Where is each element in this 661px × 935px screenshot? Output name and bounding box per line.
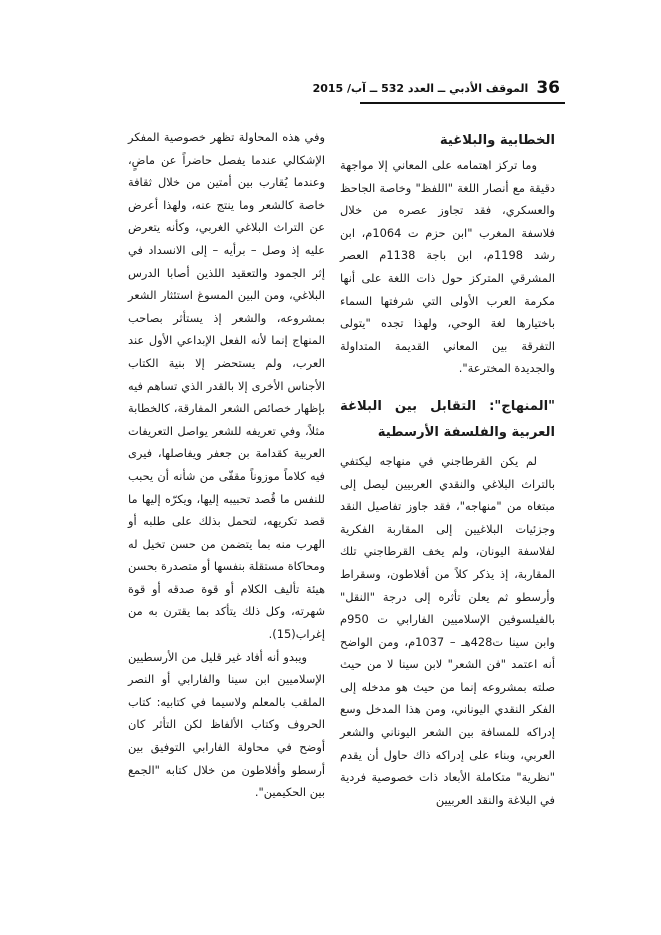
page-header: [312, 76, 560, 100]
right-column: [340, 128, 555, 811]
paragraph-continuation: وفي هذه المحاولة تظهر خصوصية المفكر الإشكالي عندما يفصل حاضراً عن ماضٍ، وعندما يُقارب بين أمتين من خلال ثقافة خاصة كالشعر وما ينتج عنه، ولهذا أعرض عن التراث البلاغي الغربي، وكأنه يتعرض عليه إذ وصل – برأيه – إلى الانسداد في إثر الجمود والتعقيد اللذين أصابا الدرس البلاغي، ومن البين المسوغ استئثار الشعر بمشروعه، والشعر إذ يستأثر بصاحب المنهاج إنما لأنه الفعل الإبداعي الأول عند العرب، ولم يستحضر إلا بنية الكتاب الأجناس الأخرى إلا بالقدر الذي تساهم فيه بإظهار خصائص الشعر المفارقة، كالخطابة مثلاً، وفي تعريفه للشعر يواصل التعريفات العربية كقدامة بن جعفر ويفاصلها، فيرى فيه كلاماً موزوناً مقفّى من شأنه أن يحبب للنفس ما قُصد تحبيبه إليها، ويكرّه إليها ما قصد تكريهه، لتحمل بذلك على طلبه أو الهرب منه بما يتضمن من حسن تخيل له ومحاكاة مستقلة بنفسها أو متصدرة بحسن هيئة تأليف الكلام أو قوة صدقه أو قوة شهرته، وكل ذلك يتأكد بما يقترن به من إغراب(15).: [128, 130, 325, 642]
left-column: [128, 126, 325, 804]
page-number: 36: [536, 78, 560, 98]
header-rule: [360, 102, 565, 104]
running-head: الموقف الأدبي ــ العدد 532 ــ آب/ 2015: [312, 81, 529, 95]
paragraph-minhaj: لم يكن القرطاجني في منهاجه ليكتفي بالتراث البلاغي والنقدي العربيين ليصل إلى مبتغاه من "منهاجه"، فقد جاوز تفاصيل النقد وجزئيات البلاغيين إلى المقاربة الفكرية لفلاسفة اليونان، ولم يخف القرطاجني تلك المقاربة، إذ يذكر كلاً من أفلاطون، وسقراط وأرسطو ثم يعلن تأثره إلى درجة "النقل" بالفيلسوفين الإسلاميين الفارابي ت 950م وابن سينا ت428هـ – 1037م، ومن الواضح أنه اعتمد "فن الشعر" لابن سينا لا من حيث صلته بمشروعه إنما من حيث هو مدخله إلى الفكر النقدي اليوناني، ومن هذا المدخل وسع إدراكه للمسافة بين الشعر اليوناني والشعر العربي، وبناء على إدراكه ذاك حاول أن يقدم "نظرية" متكاملة الأبعاد ذات خصوصية فردية في البلاغة والنقد العربيين: [340, 453, 555, 807]
section-heading-rhetoric: الخطابية والبلاغية: [439, 133, 555, 148]
paragraph-rhetoric: وما تركز اهتمامه على المعاني إلا مواجهة دقيقة مع أنصار اللغة "اللفظ" وخاصة الجاحظ والعسكري، فقد تجاوز عصره من خلال فلاسفة المغرب "ابن حزم ت 1064م، ابن رشد 1198م، ابن باجة 1138م العصر المشرقي المتركز حول ذات اللغة على أنها مكرمة العرب الأولى التي شرفتها السماء باختيارها لغة الوحي، ولهذا تجده "يتولى التفرقة بين المعاني القديمة المتداولة والجديدة المخترعة".: [340, 158, 555, 376]
section-heading-minhaj: "المنهاج": التقابل بين البلاغة العربية والفلسفة الأرسطية: [340, 398, 555, 440]
paragraph-farabi: ويبدو أنه أفاد غير قليل من الأرسطيين الإسلاميين ابن سينا والفارابي أو النصر الملقب بالمعلم ولاسيما في كتابيه: كتاب الحروف وكتاب الألفاظ لكن التأثر كان أوضح في محاولة الفارابي التوفيق بين أرسطو وأفلاطون من خلال كتابه "الجمع بين الحكيمين".: [128, 649, 325, 800]
